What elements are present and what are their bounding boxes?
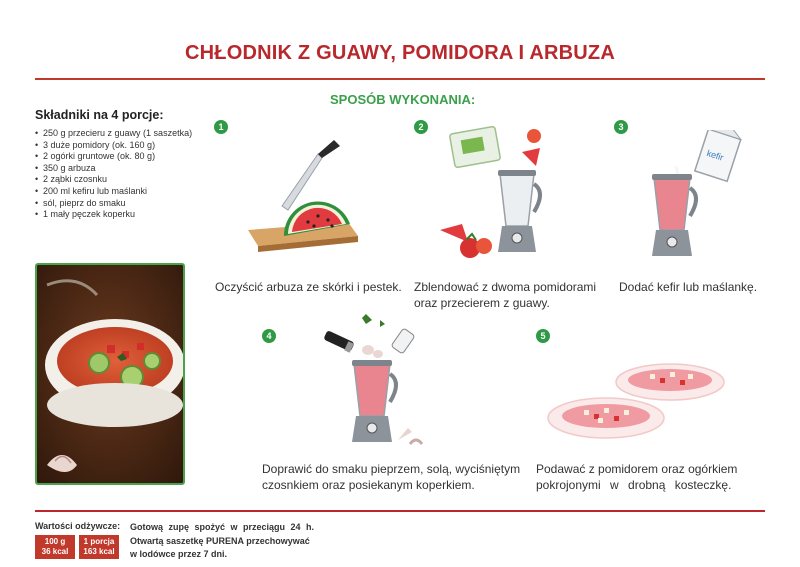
carton-label: kefir <box>705 147 725 163</box>
step-4-illustration <box>320 310 440 452</box>
step-5-number: 5 <box>536 329 550 343</box>
step-2-illustration <box>440 122 560 262</box>
note-line-1: Gotową zupę spożyć w przeciągu 24 h. <box>130 522 315 532</box>
step-5-text <box>536 461 737 493</box>
nutrition-box-100g: 100 g 36 kcal <box>35 535 75 559</box>
step-5-illustration <box>546 356 726 440</box>
step-2-text <box>414 279 596 311</box>
ingredient-item: • sól, pieprz do smaku <box>35 198 192 210</box>
method-heading: SPOSÓB WYKONANIA: <box>330 92 476 107</box>
page-title: CHŁODNIK Z GUAWY, POMIDORA I ARBUZA <box>185 42 615 64</box>
ingredients-heading: Składniki na 4 porcje: <box>35 108 164 122</box>
bottom-divider <box>35 510 765 512</box>
step-5-line-1: Podawać z pomidorem oraz ogórkiem <box>536 462 738 476</box>
storage-note <box>130 521 314 562</box>
note-line-2: Otwartą saszetkę PURENA przechowywać <box>130 535 310 546</box>
step-1-number: 1 <box>214 120 228 134</box>
ingredient-item: • 3 duże pomidory (ok. 160 g) <box>35 140 192 152</box>
step-2-line-1: Zblendować z dwoma pomidorami <box>414 280 597 294</box>
step-4-line-2: czosnkiem oraz posiekanym koperkiem. <box>262 478 475 492</box>
nutrition-label: Wartości odżywcze: <box>35 521 121 531</box>
ingredients-list <box>35 128 192 221</box>
step-5-line-2: pokrojonymi w drobną kosteczkę. <box>536 478 732 492</box>
step-2-line-2: oraz przecierem z guawy. <box>414 296 550 310</box>
ingredient-item: • 250 g przecieru z guawy (1 saszetka) <box>35 128 192 140</box>
ingredient-item: • 2 ogórki gruntowe (ok. 80 g) <box>35 151 192 163</box>
step-4-number: 4 <box>262 329 276 343</box>
soup-photo <box>35 263 185 485</box>
step-4-text <box>262 461 520 493</box>
step-4-line-1: Doprawić do smaku pieprzem, solą, wyciśniętym <box>262 462 521 476</box>
ingredient-item: • 200 ml kefiru lub maślanki <box>35 186 192 198</box>
step-3-text: Dodać kefir lub maślankę. <box>619 280 758 294</box>
step-1-illustration <box>238 140 368 258</box>
title-divider <box>35 78 765 80</box>
ingredient-item: • 350 g arbuza <box>35 163 192 175</box>
step-3-illustration <box>640 130 750 262</box>
step-3-number: 3 <box>614 120 628 134</box>
nutrition-box-portion: 1 porcja 163 kcal <box>79 535 119 559</box>
step-2-number: 2 <box>414 120 428 134</box>
note-line-3: w lodówce przez 7 dni. <box>130 549 228 559</box>
step-1-text: Oczyścić arbuza ze skórki i pestek. <box>215 280 402 294</box>
ingredient-item: • 1 mały pęczek koperku <box>35 209 192 221</box>
ingredient-item: • 2 ząbki czosnku <box>35 174 192 186</box>
